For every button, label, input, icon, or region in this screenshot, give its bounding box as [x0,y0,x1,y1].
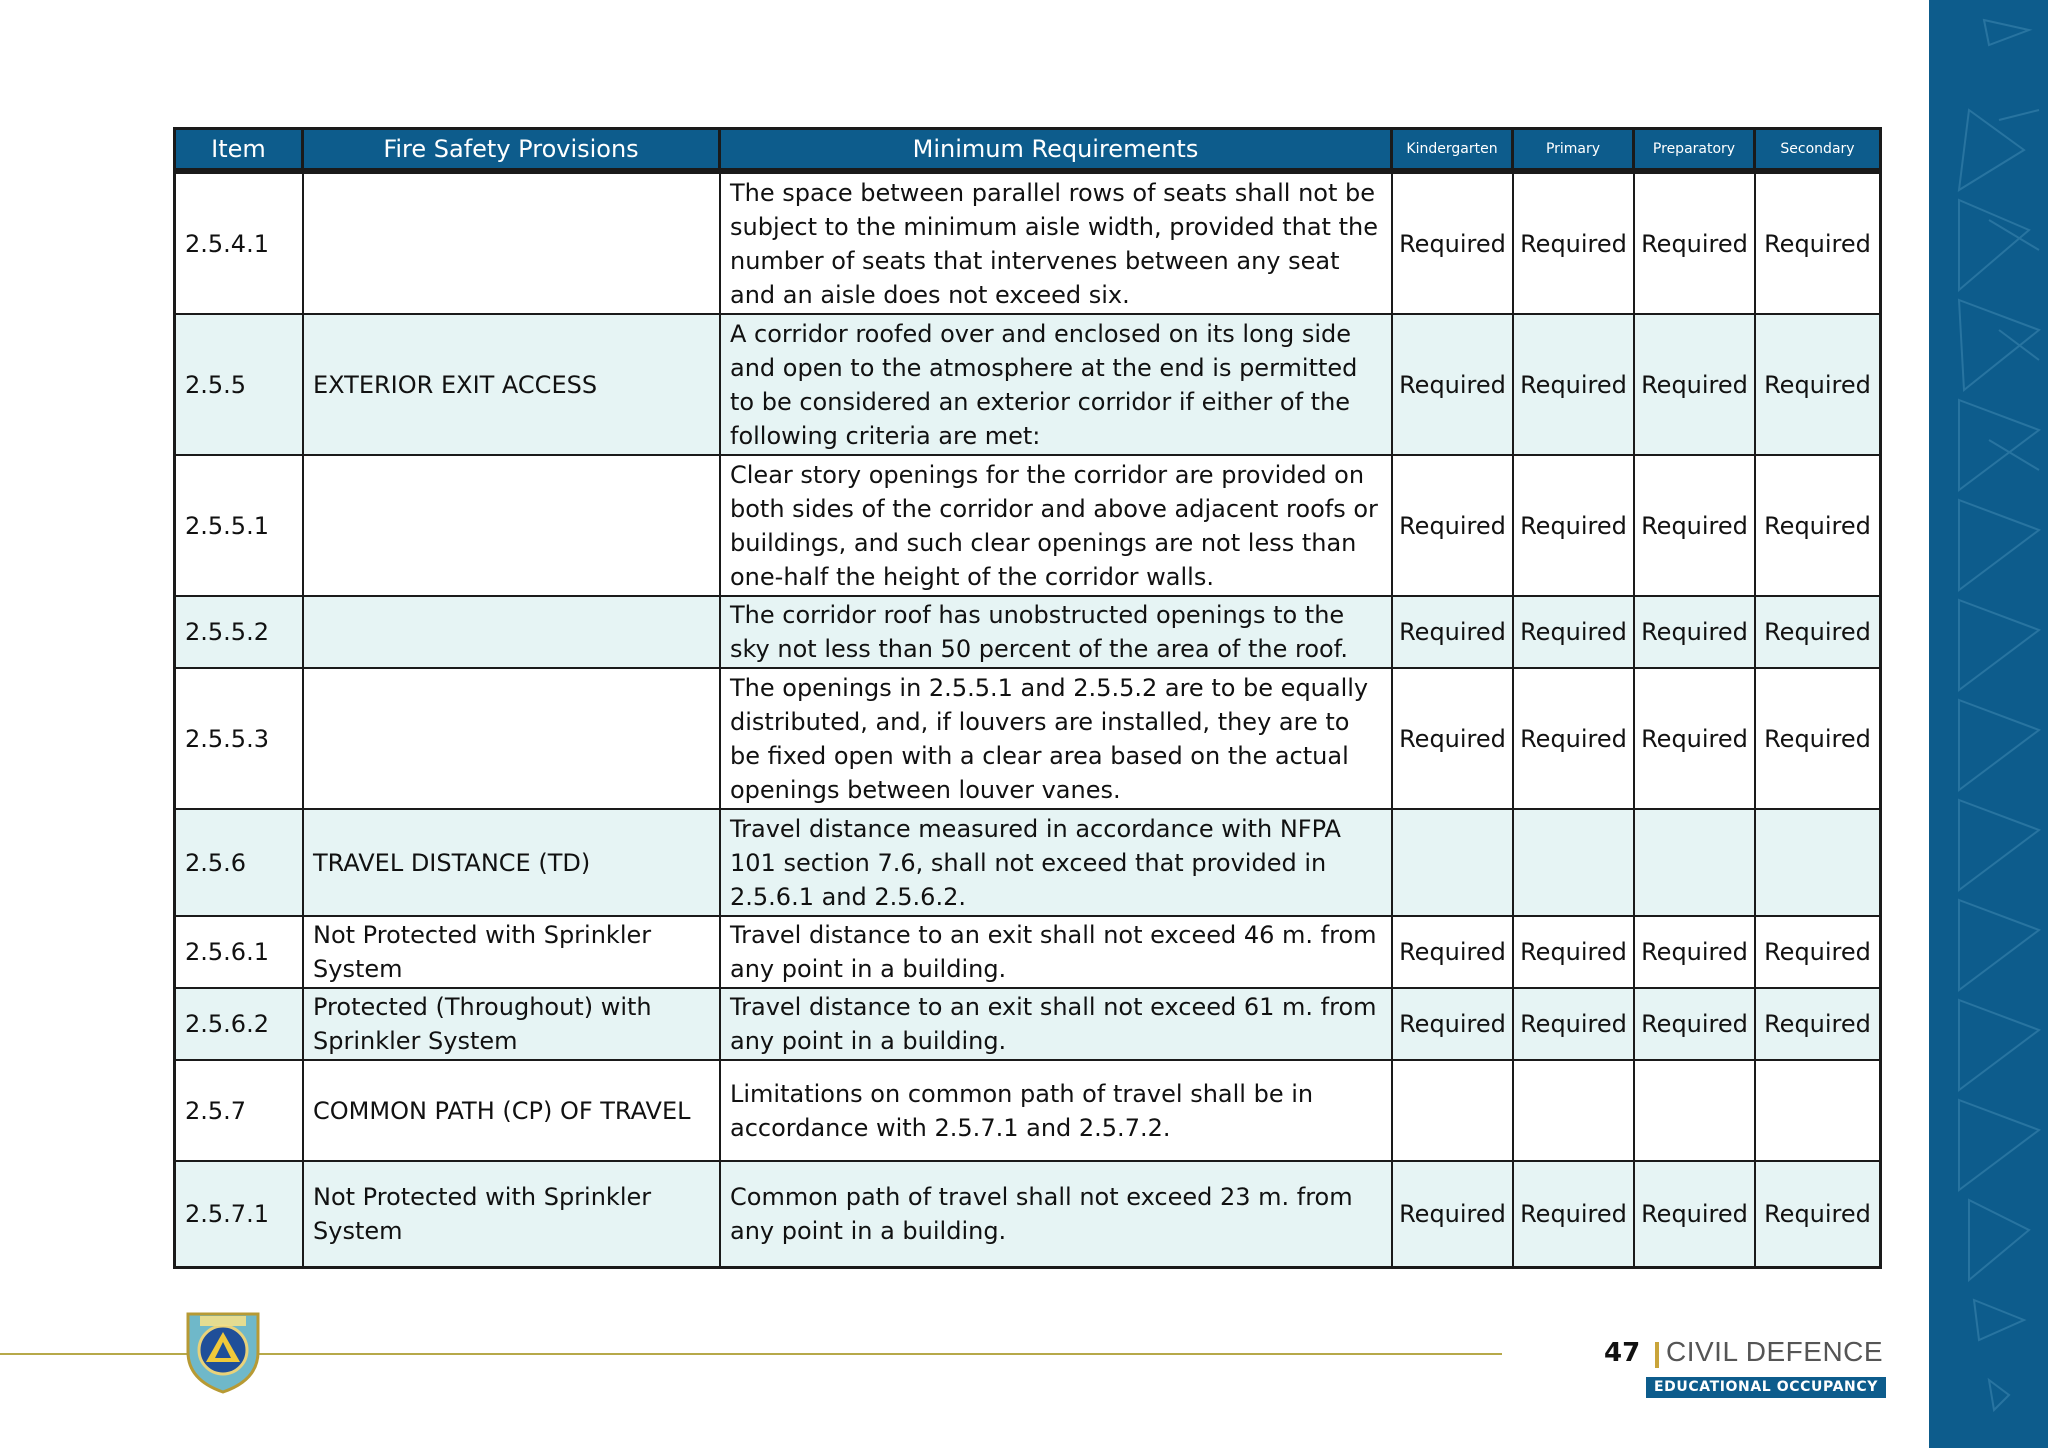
cell-secondary: Required [1756,669,1879,810]
table-row [176,917,1879,989]
table-row [176,315,1879,456]
cell-primary: Required [1514,669,1635,810]
cell-primary: Required [1514,456,1635,597]
header-secondary: Secondary [1756,130,1879,174]
cell-secondary: Required [1756,989,1879,1061]
brand-title: CIVIL DEFENCE [1666,1336,1884,1367]
cell-secondary: Required [1756,917,1879,989]
footer-separator [1655,1342,1659,1368]
cell-preparatory: Required [1635,917,1756,989]
table-row [176,597,1879,669]
cell-secondary: Required [1756,1162,1879,1266]
header-minimum-requirements: Minimum Requirements [721,130,1393,174]
cell-provision: EXTERIOR EXIT ACCESS [304,315,721,456]
civil-defence-emblem-icon [180,1308,266,1394]
cell-item: 2.5.6.1 [176,917,304,989]
cell-primary: Required [1514,1162,1635,1266]
cell-secondary [1756,810,1879,917]
cell-primary: Required [1514,989,1635,1061]
cell-kindergarten: Required [1393,597,1514,669]
cell-kindergarten: Required [1393,1162,1514,1266]
cell-primary [1514,810,1635,917]
cell-kindergarten: Required [1393,669,1514,810]
cell-secondary: Required [1756,597,1879,669]
cell-provision [304,174,721,315]
cell-provision [304,669,721,810]
cell-requirement: Limitations on common path of travel shall be in accordance with 2.5.7.1 and 2.5.7.2. [721,1061,1393,1162]
cell-requirement: The space between parallel rows of seats shall not be subject to the minimum aisle width, provided that the number of seats that intervenes between any seat and an aisle does not exceed six. [721,174,1393,315]
cell-primary: Required [1514,597,1635,669]
cell-provision: Protected (Throughout) with Sprinkler System [304,989,721,1061]
cell-preparatory: Required [1635,174,1756,315]
cell-requirement: The openings in 2.5.5.1 and 2.5.5.2 are to be equally distributed, and, if louvers are installed, they are to be fixed open with a clear area based on the actual openings between louver vanes. [721,669,1393,810]
page-number: 47 [1604,1338,1641,1368]
cell-item: 2.5.7 [176,1061,304,1162]
cell-provision: Not Protected with Sprinkler System [304,917,721,989]
table-row [176,1061,1879,1162]
cell-requirement: Common path of travel shall not exceed 23 m. from any point in a building. [721,1162,1393,1266]
cell-preparatory: Required [1635,989,1756,1061]
cell-primary: Required [1514,917,1635,989]
cell-preparatory: Required [1635,1162,1756,1266]
cell-preparatory [1635,810,1756,917]
cell-provision [304,456,721,597]
header-fire-safety-provisions: Fire Safety Provisions [304,130,721,174]
section-subtitle: EDUCATIONAL OCCUPANCY [1646,1377,1886,1398]
table-row [176,989,1879,1061]
cell-kindergarten [1393,1061,1514,1162]
table-row [176,810,1879,917]
cell-requirement: The corridor roof has unobstructed openings to the sky not less than 50 percent of the area of the roof. [721,597,1393,669]
triangle-pattern-icon [1929,0,2048,1448]
cell-item: 2.5.6 [176,810,304,917]
cell-provision [304,597,721,669]
header-preparatory: Preparatory [1635,130,1756,174]
decorative-side-band [1929,0,2048,1448]
cell-secondary: Required [1756,456,1879,597]
table-row [176,1162,1879,1266]
cell-preparatory: Required [1635,456,1756,597]
cell-secondary: Required [1756,174,1879,315]
header-primary: Primary [1514,130,1635,174]
cell-secondary: Required [1756,315,1879,456]
cell-kindergarten: Required [1393,456,1514,597]
cell-preparatory [1635,1061,1756,1162]
cell-item: 2.5.5.3 [176,669,304,810]
cell-requirement: Clear story openings for the corridor are provided on both sides of the corridor and above adjacent roofs or buildings, and such clear openings are not less than one-half the height of the corridor walls. [721,456,1393,597]
cell-item: 2.5.5 [176,315,304,456]
cell-provision: COMMON PATH (CP) OF TRAVEL [304,1061,721,1162]
cell-kindergarten: Required [1393,917,1514,989]
table-row [176,174,1879,315]
cell-preparatory: Required [1635,315,1756,456]
header-kindergarten: Kindergarten [1393,130,1514,174]
cell-kindergarten: Required [1393,989,1514,1061]
cell-item: 2.5.5.2 [176,597,304,669]
cell-requirement: Travel distance measured in accordance with NFPA 101 section 7.6, shall not exceed that provided in 2.5.6.1 and 2.5.6.2. [721,810,1393,917]
cell-kindergarten [1393,810,1514,917]
cell-item: 2.5.5.1 [176,456,304,597]
cell-requirement: A corridor roofed over and enclosed on its long side and open to the atmosphere at the end is permitted to be considered an exterior corridor if either of the following criteria are met: [721,315,1393,456]
table-row [176,669,1879,810]
cell-primary: Required [1514,315,1635,456]
cell-provision: Not Protected with Sprinkler System [304,1162,721,1266]
cell-kindergarten: Required [1393,315,1514,456]
cell-preparatory: Required [1635,597,1756,669]
cell-primary [1514,1061,1635,1162]
cell-requirement: Travel distance to an exit shall not exceed 46 m. from any point in a building. [721,917,1393,989]
cell-item: 2.5.7.1 [176,1162,304,1266]
table-row [176,456,1879,597]
cell-item: 2.5.4.1 [176,174,304,315]
cell-primary: Required [1514,174,1635,315]
cell-item: 2.5.6.2 [176,989,304,1061]
cell-provision: TRAVEL DISTANCE (TD) [304,810,721,917]
cell-secondary [1756,1061,1879,1162]
fire-safety-table [173,127,1882,1269]
cell-requirement: Travel distance to an exit shall not exceed 61 m. from any point in a building. [721,989,1393,1061]
table-header-row [176,130,1879,174]
cell-kindergarten: Required [1393,174,1514,315]
header-item: Item [176,130,304,174]
cell-preparatory: Required [1635,669,1756,810]
